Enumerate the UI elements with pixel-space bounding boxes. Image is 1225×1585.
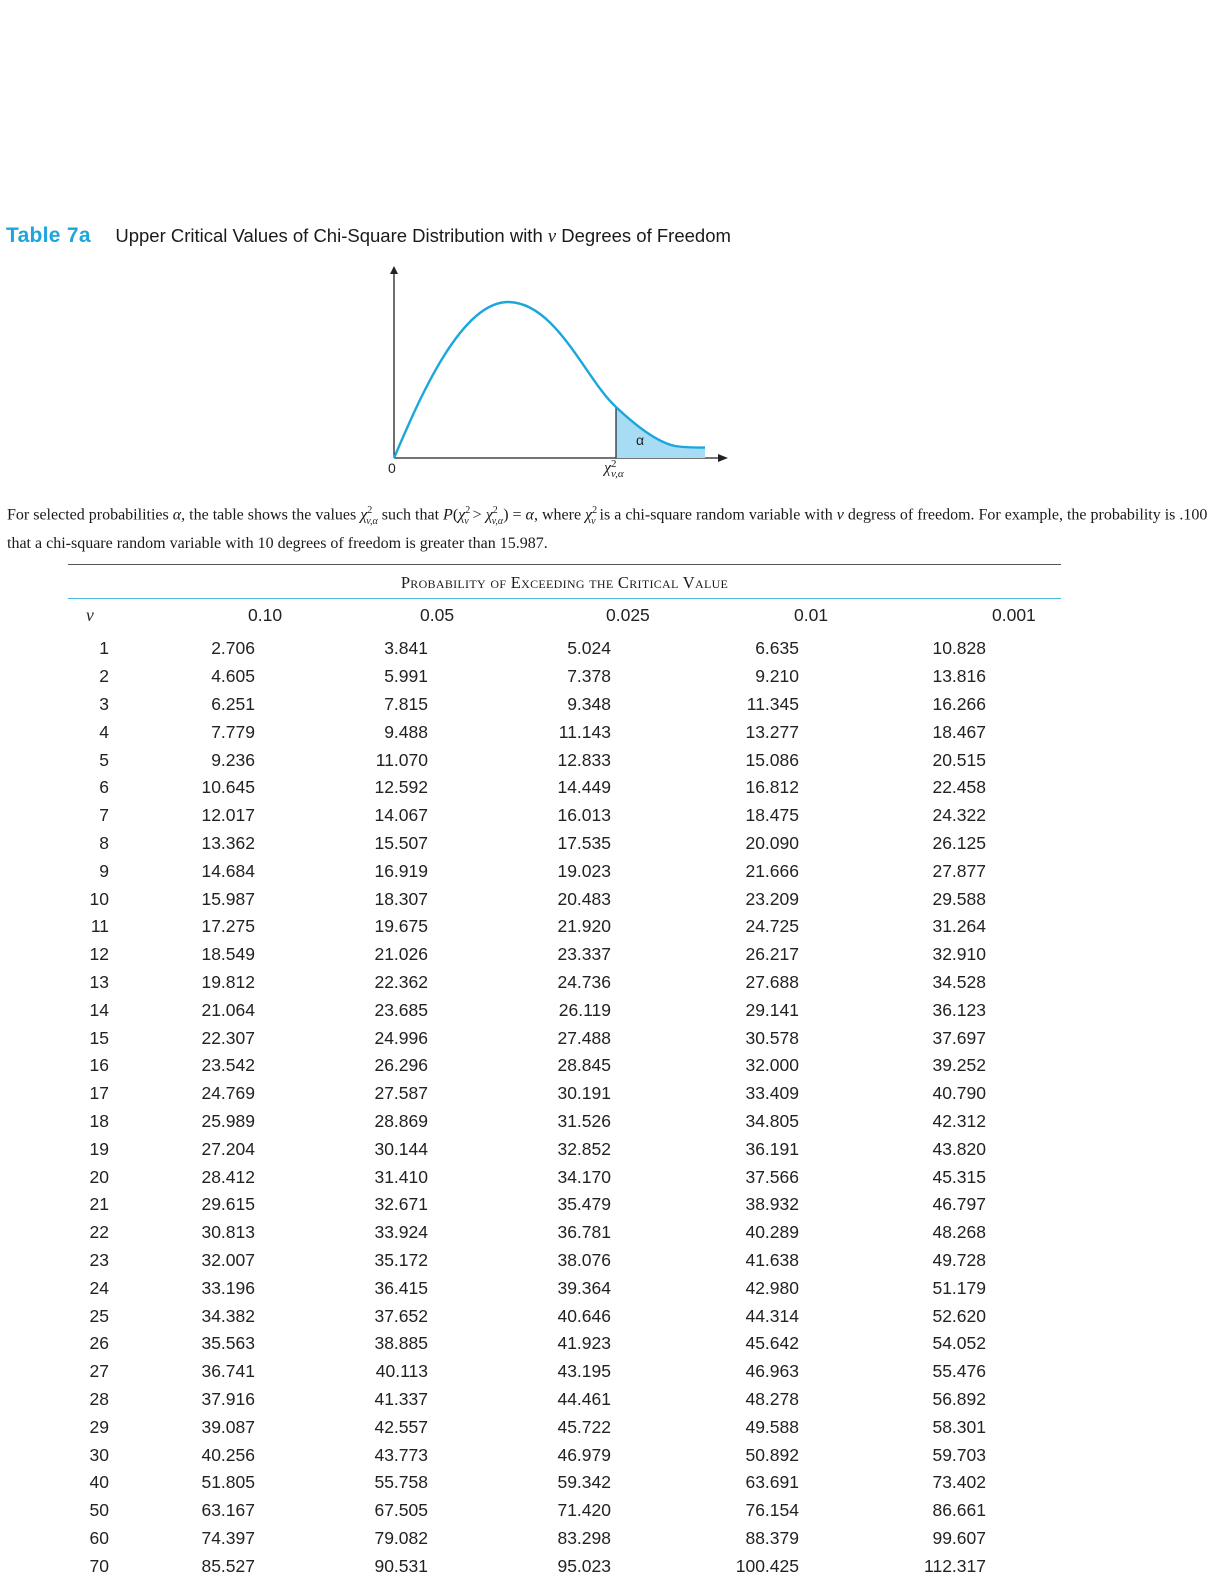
table-cell: 85.527 xyxy=(201,1555,255,1576)
table-cell: 27.877 xyxy=(932,860,986,881)
table-row xyxy=(68,830,1061,858)
table-cell: 40.113 xyxy=(375,1361,428,1382)
table-cell: 46.979 xyxy=(557,1444,611,1465)
table-cell: 16.266 xyxy=(932,693,986,714)
table-cell: 28.412 xyxy=(201,1166,255,1187)
table-cell: 7.779 xyxy=(211,721,255,742)
table-row xyxy=(68,774,1061,802)
table-heading xyxy=(115,225,731,246)
caption-chi: χ xyxy=(458,506,466,524)
table-cell: 63.691 xyxy=(745,1472,799,1493)
table-cell: 56.892 xyxy=(932,1388,986,1409)
table-row xyxy=(68,1525,1061,1553)
critical-value-label xyxy=(604,459,624,479)
caption-chi: χ xyxy=(585,506,593,524)
table-row xyxy=(68,1330,1061,1358)
caption-sub: v,α xyxy=(491,515,504,527)
table-cell: 44.314 xyxy=(745,1305,799,1326)
table-cell: 31.526 xyxy=(557,1110,611,1131)
table-cell: 24.725 xyxy=(745,916,799,937)
table-cell: 21.666 xyxy=(745,860,799,881)
table-cell: 27.688 xyxy=(745,971,799,992)
table-cell: 39.087 xyxy=(201,1416,255,1437)
table-cell: 59.703 xyxy=(932,1444,986,1465)
table-cell: 33.924 xyxy=(374,1222,428,1243)
row-nu: 20 xyxy=(89,1166,109,1187)
caption-p: P xyxy=(443,506,453,524)
table-cell: 9.236 xyxy=(211,749,255,770)
row-nu: 4 xyxy=(99,721,109,742)
table-cell: 23.209 xyxy=(745,888,799,909)
table-cell: 11.070 xyxy=(375,749,428,770)
table-cell: 46.797 xyxy=(932,1194,986,1215)
table-cell: 14.067 xyxy=(374,805,428,826)
table-cell: 55.476 xyxy=(932,1361,986,1382)
table-cell: 22.362 xyxy=(374,971,428,992)
table-cell: 34.170 xyxy=(557,1166,611,1187)
table-cell: 32.000 xyxy=(745,1055,799,1076)
column-header: 0.10 xyxy=(248,604,283,625)
row-nu: 19 xyxy=(89,1138,109,1159)
table-cell: 45.315 xyxy=(932,1166,986,1187)
values-table xyxy=(68,599,1061,1580)
table-cell: 33.196 xyxy=(201,1277,255,1298)
caption-sup: 2 xyxy=(592,505,598,516)
table-cell: 7.378 xyxy=(567,666,611,687)
table-cell: 20.090 xyxy=(745,832,799,853)
table-cell: 3.841 xyxy=(384,638,428,659)
row-nu: 5 xyxy=(99,749,109,770)
group-header: Probability of Exceeding the Critical Value xyxy=(400,573,729,592)
table-row xyxy=(68,1552,1061,1580)
row-nu: 9 xyxy=(99,860,109,881)
row-nu: 24 xyxy=(89,1277,109,1298)
table-row xyxy=(68,1274,1061,1302)
row-nu: 2 xyxy=(99,666,109,687)
table-cell: 13.362 xyxy=(201,832,255,853)
table-cell: 18.549 xyxy=(201,944,255,965)
row-nu: 29 xyxy=(89,1416,109,1437)
table-cell: 40.256 xyxy=(201,1444,255,1465)
table-cell: 37.697 xyxy=(932,1027,986,1048)
column-header: 0.001 xyxy=(992,604,1036,625)
table-cell: 5.991 xyxy=(384,666,428,687)
table-cell: 86.661 xyxy=(932,1500,986,1521)
table-cell: 30.191 xyxy=(557,1083,611,1104)
table-cell: 40.289 xyxy=(745,1222,799,1243)
caption-v: v xyxy=(836,506,844,524)
table-title xyxy=(6,224,731,248)
table-cell: 9.210 xyxy=(755,666,799,687)
nu-column-header: ν xyxy=(86,604,94,625)
caption-sup: 2 xyxy=(465,505,471,516)
heading-part-1: Upper Critical Values of Chi-Square Distribution with xyxy=(115,225,543,246)
table-cell: 24.996 xyxy=(374,1027,428,1048)
table-cell: 6.251 xyxy=(211,693,255,714)
table-cell: 35.563 xyxy=(201,1333,255,1354)
table-cell: 16.919 xyxy=(374,860,428,881)
row-nu: 10 xyxy=(89,888,109,909)
table-cell: 24.322 xyxy=(932,805,986,826)
table-cell: 38.932 xyxy=(745,1194,799,1215)
table-cell: 12.833 xyxy=(557,749,611,770)
table-row xyxy=(68,1163,1061,1191)
table-cell: 21.064 xyxy=(201,999,255,1020)
caption-text: For selected probabilities xyxy=(7,506,173,524)
table-cell: 43.195 xyxy=(557,1361,611,1382)
critical-sup: 2 xyxy=(611,458,617,470)
table-cell: 32.007 xyxy=(201,1249,255,1270)
y-axis-arrowhead xyxy=(390,266,398,274)
table-cell: 90.531 xyxy=(374,1555,428,1576)
table-cell: 71.420 xyxy=(557,1500,611,1521)
caption-alpha: α xyxy=(525,506,534,524)
table-cell: 40.790 xyxy=(932,1083,986,1104)
table-row xyxy=(68,1441,1061,1469)
table-cell: 58.301 xyxy=(932,1416,986,1437)
heading-part-2: Degrees of Freedom xyxy=(561,225,731,246)
table-cell: 63.167 xyxy=(201,1500,255,1521)
table-row xyxy=(68,941,1061,969)
column-header: 0.05 xyxy=(420,604,455,625)
table-cell: 5.024 xyxy=(567,638,611,659)
table-cell: 32.852 xyxy=(557,1138,611,1159)
table-cell: 10.828 xyxy=(932,638,986,659)
table-cell: 48.268 xyxy=(932,1222,986,1243)
table-cell: 36.415 xyxy=(374,1277,428,1298)
table-cell: 22.307 xyxy=(201,1027,255,1048)
table-cell: 59.342 xyxy=(557,1472,611,1493)
table-cell: 26.125 xyxy=(932,832,986,853)
table-row xyxy=(68,802,1061,830)
caption-sup: 2 xyxy=(367,505,373,516)
table-cell: 38.885 xyxy=(374,1333,428,1354)
table-cell: 46.963 xyxy=(745,1361,799,1382)
table-cell: 16.013 xyxy=(557,805,611,826)
row-nu: 40 xyxy=(89,1472,109,1493)
row-nu: 30 xyxy=(89,1444,109,1465)
table-cell: 29.588 xyxy=(932,888,986,909)
row-nu: 15 xyxy=(89,1027,109,1048)
table-row xyxy=(68,857,1061,885)
table-row xyxy=(68,1413,1061,1441)
table-row xyxy=(68,746,1061,774)
table-row xyxy=(68,1358,1061,1386)
table-cell: 2.706 xyxy=(211,638,255,659)
row-nu: 3 xyxy=(99,693,109,714)
table-cell: 15.507 xyxy=(374,832,428,853)
table-cell: 21.920 xyxy=(557,916,611,937)
table-cell: 34.805 xyxy=(745,1110,799,1131)
alpha-label: α xyxy=(636,432,645,448)
row-nu: 11 xyxy=(90,916,109,937)
row-nu: 21 xyxy=(89,1194,109,1215)
table-cell: 17.535 xyxy=(557,832,611,853)
table-cell: 50.892 xyxy=(745,1444,799,1465)
caption-text: , the table shows the values xyxy=(181,506,361,524)
table-cell: 30.144 xyxy=(374,1138,428,1159)
table-cell: 20.483 xyxy=(557,888,611,909)
caption-chi: χ xyxy=(360,506,368,524)
table-cell: 26.296 xyxy=(374,1055,428,1076)
table-cell: 51.179 xyxy=(932,1277,986,1298)
table-cell: 9.488 xyxy=(384,721,428,742)
row-nu: 18 xyxy=(89,1110,109,1131)
table-cell: 26.217 xyxy=(745,944,799,965)
caption-text: is a chi-square random variable with xyxy=(595,506,837,524)
table-cell: 43.773 xyxy=(374,1444,428,1465)
table-cell: 73.402 xyxy=(932,1472,986,1493)
table-cell: 9.348 xyxy=(567,693,611,714)
table-row xyxy=(68,663,1061,691)
caption-sup: 2 xyxy=(492,505,498,516)
table-cell: 54.052 xyxy=(932,1333,986,1354)
table-row xyxy=(68,913,1061,941)
table-cell: 55.758 xyxy=(374,1472,428,1493)
chi-square-figure xyxy=(360,262,760,492)
caption-text: such that xyxy=(377,506,444,524)
table-cell: 7.815 xyxy=(384,693,428,714)
table-cell: 22.458 xyxy=(932,777,986,798)
caption-text: degress of freedom. For example, the probability is .100 that a chi-square random variable with 10 degrees of freedom is greater than 15.987. xyxy=(7,506,1208,552)
table-cell: 52.620 xyxy=(932,1305,986,1326)
table-cell: 29.615 xyxy=(201,1194,255,1215)
table-cell: 39.252 xyxy=(932,1055,986,1076)
table-cell: 41.638 xyxy=(745,1249,799,1270)
table-cell: 51.805 xyxy=(201,1472,255,1493)
table-cell: 14.449 xyxy=(557,777,611,798)
table-cell: 112.317 xyxy=(924,1555,986,1576)
row-nu: 50 xyxy=(89,1500,109,1521)
table-row xyxy=(68,1302,1061,1330)
table-row xyxy=(68,1219,1061,1247)
table-cell: 30.813 xyxy=(201,1222,255,1243)
critical-values-table xyxy=(68,564,1061,1580)
table-cell: 37.916 xyxy=(201,1388,255,1409)
row-nu: 70 xyxy=(89,1555,109,1576)
table-cell: 24.769 xyxy=(201,1083,255,1104)
table-cell: 19.675 xyxy=(374,916,428,937)
caption-text: > xyxy=(468,506,486,524)
row-nu: 22 xyxy=(89,1222,109,1243)
origin-label: 0 xyxy=(388,460,396,476)
table-row xyxy=(68,718,1061,746)
table-cell: 28.869 xyxy=(374,1110,428,1131)
table-row xyxy=(68,631,1061,663)
row-nu: 6 xyxy=(99,777,109,798)
table-cell: 76.154 xyxy=(745,1500,799,1521)
caption-chi: χ xyxy=(485,506,493,524)
table-cell: 11.143 xyxy=(558,721,611,742)
table-cell: 35.172 xyxy=(374,1249,428,1270)
table-cell: 38.076 xyxy=(557,1249,611,1270)
table-cell: 36.191 xyxy=(745,1138,799,1159)
table-cell: 33.409 xyxy=(745,1083,799,1104)
table-cell: 88.379 xyxy=(745,1527,799,1548)
table-cell: 30.578 xyxy=(745,1027,799,1048)
table-cell: 26.119 xyxy=(558,999,611,1020)
critical-sub: v,α xyxy=(611,468,624,480)
caption-text: , where xyxy=(533,506,586,524)
caption-alpha: α xyxy=(172,506,182,524)
table-cell: 42.980 xyxy=(745,1277,799,1298)
table-cell: 29.141 xyxy=(745,999,799,1020)
table-caption xyxy=(7,500,1217,555)
table-cell: 49.588 xyxy=(745,1416,799,1437)
table-cell: 36.781 xyxy=(557,1222,611,1243)
table-cell: 13.277 xyxy=(745,721,799,742)
table-row xyxy=(68,1108,1061,1136)
table-row xyxy=(68,1052,1061,1080)
table-body xyxy=(68,631,1061,1580)
table-cell: 35.479 xyxy=(557,1194,611,1215)
caption-sub: v xyxy=(464,515,469,527)
table-row xyxy=(68,1469,1061,1497)
table-cell: 10.645 xyxy=(201,777,255,798)
row-nu: 27 xyxy=(89,1361,109,1382)
table-cell: 27.488 xyxy=(557,1027,611,1048)
table-cell: 28.845 xyxy=(557,1055,611,1076)
table-cell: 36.741 xyxy=(201,1361,255,1382)
table-cell: 12.017 xyxy=(201,805,255,826)
table-cell: 83.298 xyxy=(557,1527,611,1548)
row-nu: 16 xyxy=(89,1055,109,1076)
table-number: Table 7a xyxy=(6,224,91,247)
table-row xyxy=(68,1024,1061,1052)
table-row xyxy=(68,1191,1061,1219)
table-cell: 15.987 xyxy=(201,888,255,909)
row-nu: 12 xyxy=(89,944,109,965)
table-cell: 36.123 xyxy=(932,999,986,1020)
row-nu: 1 xyxy=(99,638,109,659)
chi-square-diagram xyxy=(360,262,760,487)
table-cell: 100.425 xyxy=(735,1555,799,1576)
table-row xyxy=(68,996,1061,1024)
table-cell: 27.204 xyxy=(201,1138,255,1159)
table-cell: 32.671 xyxy=(374,1194,428,1215)
table-row xyxy=(68,691,1061,719)
row-nu: 14 xyxy=(89,999,109,1020)
table-cell: 42.557 xyxy=(374,1416,428,1437)
table-cell: 42.312 xyxy=(932,1110,986,1131)
column-header-row xyxy=(68,599,1061,631)
alpha-tail-area xyxy=(616,407,705,458)
row-nu: 25 xyxy=(89,1305,109,1326)
heading-nu-symbol: ν xyxy=(547,227,557,247)
table-row xyxy=(68,885,1061,913)
table-cell: 31.264 xyxy=(932,916,986,937)
table-cell: 18.307 xyxy=(374,888,428,909)
table-cell: 6.635 xyxy=(755,638,799,659)
table-cell: 25.989 xyxy=(201,1110,255,1131)
table-cell: 15.086 xyxy=(745,749,799,770)
table-cell: 32.910 xyxy=(932,944,986,965)
caption-text: ( xyxy=(452,506,459,524)
table-cell: 45.722 xyxy=(557,1416,611,1437)
table-cell: 23.685 xyxy=(374,999,428,1020)
table-cell: 17.275 xyxy=(201,916,255,937)
table-cell: 18.475 xyxy=(745,805,799,826)
row-nu: 13 xyxy=(89,971,109,992)
table-cell: 21.026 xyxy=(374,944,428,965)
row-nu: 8 xyxy=(99,832,109,853)
table-cell: 41.923 xyxy=(557,1333,611,1354)
table-cell: 67.505 xyxy=(374,1500,428,1521)
table-row xyxy=(68,1386,1061,1414)
row-nu: 60 xyxy=(89,1527,109,1548)
caption-sub: v xyxy=(591,515,596,527)
row-nu: 26 xyxy=(89,1333,109,1354)
table-cell: 4.605 xyxy=(211,666,255,687)
table-cell: 44.461 xyxy=(557,1388,611,1409)
table-cell: 13.816 xyxy=(932,666,986,687)
caption-text: ) = xyxy=(503,506,526,524)
table-cell: 37.566 xyxy=(745,1166,799,1187)
column-header: 0.01 xyxy=(794,604,829,625)
density-curve xyxy=(394,302,705,458)
table-cell: 19.023 xyxy=(557,860,611,881)
table-row xyxy=(68,1135,1061,1163)
table-row xyxy=(68,1497,1061,1525)
table-cell: 16.812 xyxy=(745,777,799,798)
table-cell: 40.646 xyxy=(557,1305,611,1326)
table-cell: 74.397 xyxy=(201,1527,255,1548)
row-nu: 17 xyxy=(89,1083,109,1104)
column-header: 0.025 xyxy=(606,604,650,625)
table-cell: 39.364 xyxy=(557,1277,611,1298)
table-cell: 34.528 xyxy=(932,971,986,992)
table-cell: 49.728 xyxy=(932,1249,986,1270)
table-row xyxy=(68,1247,1061,1275)
table-cell: 11.345 xyxy=(746,693,799,714)
row-nu: 23 xyxy=(89,1249,109,1270)
table-cell: 18.467 xyxy=(932,721,986,742)
table-cell: 41.337 xyxy=(374,1388,428,1409)
table-row xyxy=(68,1080,1061,1108)
table-cell: 19.812 xyxy=(201,971,255,992)
table-cell: 24.736 xyxy=(557,971,611,992)
table-cell: 27.587 xyxy=(374,1083,428,1104)
table-cell: 79.082 xyxy=(374,1527,428,1548)
x-axis-arrowhead xyxy=(718,454,728,462)
table-row xyxy=(68,969,1061,997)
table-cell: 14.684 xyxy=(201,860,255,881)
table-cell: 23.542 xyxy=(201,1055,255,1076)
table-cell: 31.410 xyxy=(374,1166,428,1187)
table-cell: 43.820 xyxy=(932,1138,986,1159)
table-cell: 37.652 xyxy=(374,1305,428,1326)
table-cell: 12.592 xyxy=(374,777,428,798)
table-cell: 95.023 xyxy=(557,1555,611,1576)
table-cell: 45.642 xyxy=(745,1333,799,1354)
table-cell: 23.337 xyxy=(557,944,611,965)
row-nu: 7 xyxy=(99,805,109,826)
caption-sub: v,α xyxy=(366,515,378,527)
table-cell: 20.515 xyxy=(932,749,986,770)
row-nu: 28 xyxy=(89,1388,109,1409)
table-cell: 48.278 xyxy=(745,1388,799,1409)
table-cell: 34.382 xyxy=(201,1305,255,1326)
table-cell: 99.607 xyxy=(932,1527,986,1548)
critical-chi: χ xyxy=(604,459,612,477)
